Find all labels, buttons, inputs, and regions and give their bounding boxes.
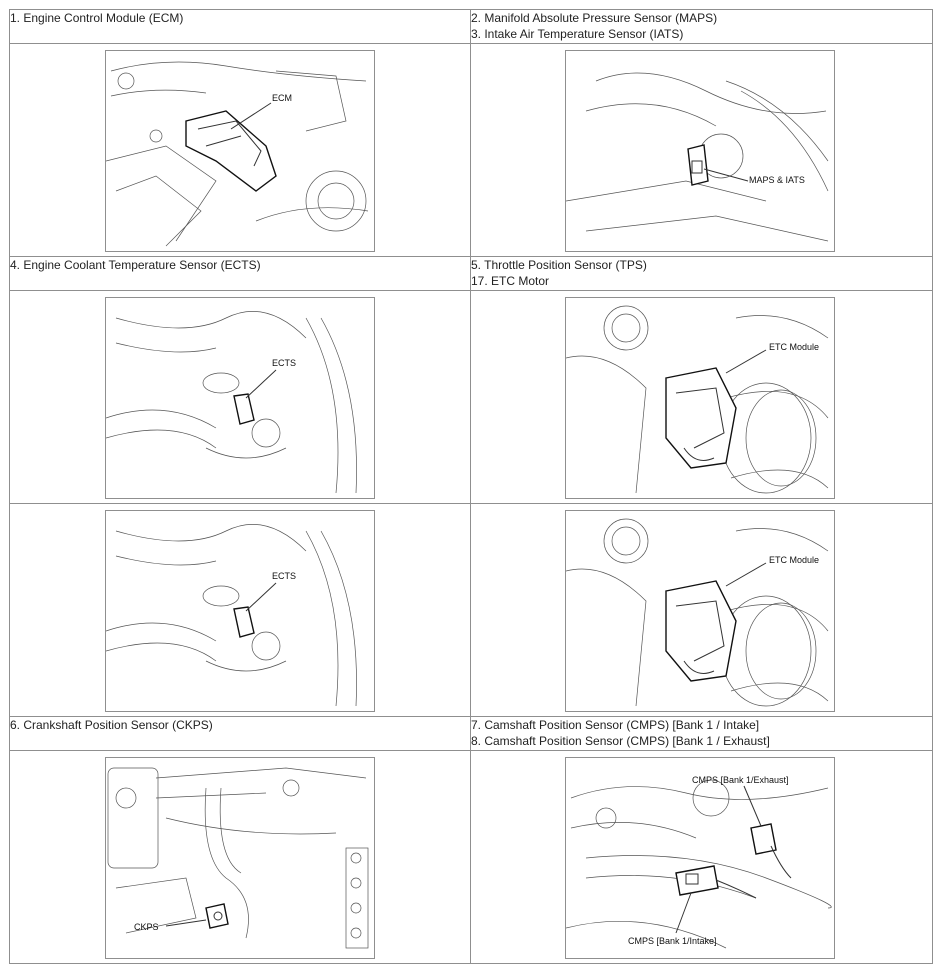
- throttle-body-drawing-icon: [566, 511, 834, 711]
- image-row: [10, 751, 933, 964]
- image-cell: [471, 504, 933, 717]
- ecm-illustration: [105, 50, 375, 252]
- maps-illustration: [565, 50, 835, 252]
- image-cell: [10, 751, 471, 964]
- callout-label: ECM: [272, 93, 292, 103]
- callout-label: CKPS: [134, 922, 159, 932]
- callout-label: MAPS & IATS: [749, 175, 805, 185]
- header-cell: [471, 10, 933, 44]
- header-row: [10, 10, 933, 44]
- ckps-illustration: [105, 757, 375, 959]
- header-cell: [471, 717, 933, 751]
- callout-label: ECTS: [272, 571, 297, 581]
- etc-illustration-2: [565, 510, 835, 712]
- cmps-illustration: [565, 757, 835, 959]
- header-line: 3. Intake Air Temperature Sensor (IATS): [471, 27, 684, 41]
- image-cell: [471, 291, 933, 504]
- engine-control-module-drawing-icon: [106, 51, 374, 251]
- header-line: 1. Engine Control Module (ECM): [10, 11, 184, 25]
- header-row: [10, 717, 933, 751]
- header-line: 4. Engine Coolant Temperature Sensor (ECTS): [10, 258, 261, 272]
- ects-illustration-2: [105, 510, 375, 712]
- header-line: 8. Camshaft Position Sensor (CMPS) [Bank 1 / Exhaust]: [471, 734, 770, 748]
- header-line: 2. Manifold Absolute Pressure Sensor (MAPS): [471, 11, 718, 25]
- header-cell: [10, 10, 471, 44]
- header-cell: [10, 717, 471, 751]
- header-cell: [471, 257, 933, 291]
- etc-illustration: [565, 297, 835, 499]
- image-cell: [471, 44, 933, 257]
- image-cell: [10, 291, 471, 504]
- callout-label: ECTS: [272, 358, 297, 368]
- callout-label: ETC Module: [769, 342, 820, 352]
- image-cell: [10, 504, 471, 717]
- header-row: [10, 257, 933, 291]
- ects-illustration: [105, 297, 375, 499]
- throttle-body-drawing-icon: [566, 298, 834, 498]
- maps-iats-sensor-drawing-icon: [566, 51, 834, 251]
- coolant-temp-sensor-drawing-icon: [106, 298, 374, 498]
- image-row: [10, 291, 933, 504]
- sensor-location-table: [9, 9, 933, 964]
- header-line: 6. Crankshaft Position Sensor (CKPS): [10, 718, 213, 732]
- camshaft-sensor-drawing-icon: [566, 758, 834, 958]
- coolant-temp-sensor-drawing-icon: [106, 511, 374, 711]
- callout-label: CMPS [Bank 1/Exhaust]: [692, 775, 789, 785]
- image-row: [10, 44, 933, 257]
- image-row: [10, 504, 933, 717]
- image-cell: [10, 44, 471, 257]
- header-line: 17. ETC Motor: [471, 274, 550, 288]
- header-line: 7. Camshaft Position Sensor (CMPS) [Bank 1 / Intake]: [471, 718, 760, 732]
- crankshaft-sensor-drawing-icon: [106, 758, 374, 958]
- header-line: 5. Throttle Position Sensor (TPS): [471, 258, 647, 272]
- callout-label: ETC Module: [769, 555, 820, 565]
- callout-label: CMPS [Bank 1/Intake]: [628, 936, 717, 946]
- header-cell: [10, 257, 471, 291]
- image-cell: [471, 751, 933, 964]
